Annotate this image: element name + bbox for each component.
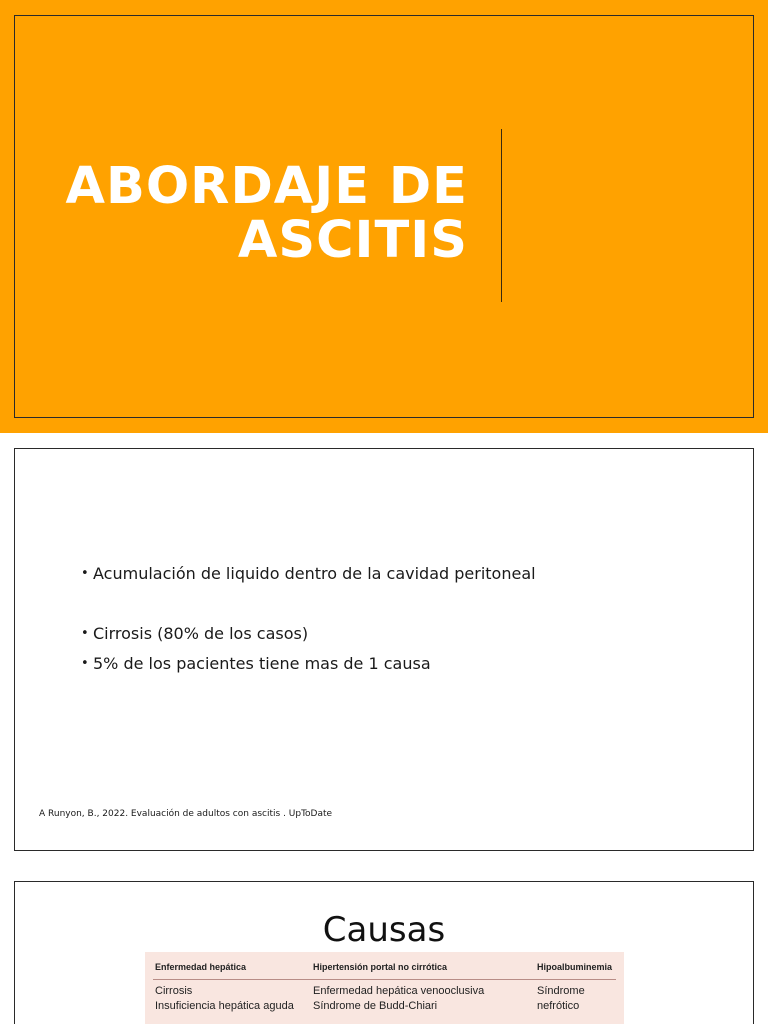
title-slide [0, 0, 768, 433]
causes-slide [14, 881, 754, 1024]
table-header: Hipoalbuminemia [537, 962, 613, 972]
bullet-item: • Cirrosis (80% de los casos) [81, 624, 536, 644]
definition-slide [14, 448, 754, 851]
table-cell: Enfermedad hepática venooclusiva [313, 985, 485, 997]
table-column-hypoalbuminemia [537, 952, 617, 1014]
table-cell: nefrótico [537, 1000, 580, 1012]
table-cell: Cirrosis [155, 985, 193, 997]
bullet-list [81, 564, 536, 674]
causes-title: Causas [322, 910, 446, 950]
table-column-liver [155, 952, 305, 1014]
table-cell: Síndrome de Budd-Chiari [313, 1000, 438, 1012]
bullet-item: • 5% de los pacientes tiene mas de 1 causa [81, 654, 536, 674]
citation-text: A Runyon, B., 2022. Evaluación de adultos con ascitis . UpToDate [39, 809, 333, 819]
table-cell: Síndrome [537, 985, 585, 997]
title-divider [501, 129, 502, 302]
table-column-portal [313, 952, 523, 1014]
causes-table [145, 952, 624, 1024]
slide-title-line2: ASCITIS [237, 211, 468, 270]
table-header: Enfermedad hepática [155, 962, 247, 972]
slide-title-line1: ABORDAJE DE [65, 157, 468, 216]
table-header: Hipertensión portal no cirrótica [313, 962, 448, 972]
bullet-item: • Acumulación de liquido dentro de la cavidad peritoneal [81, 564, 536, 584]
table-cell: Insuficiencia hepática aguda [155, 1000, 294, 1012]
slide-title [40, 157, 468, 270]
